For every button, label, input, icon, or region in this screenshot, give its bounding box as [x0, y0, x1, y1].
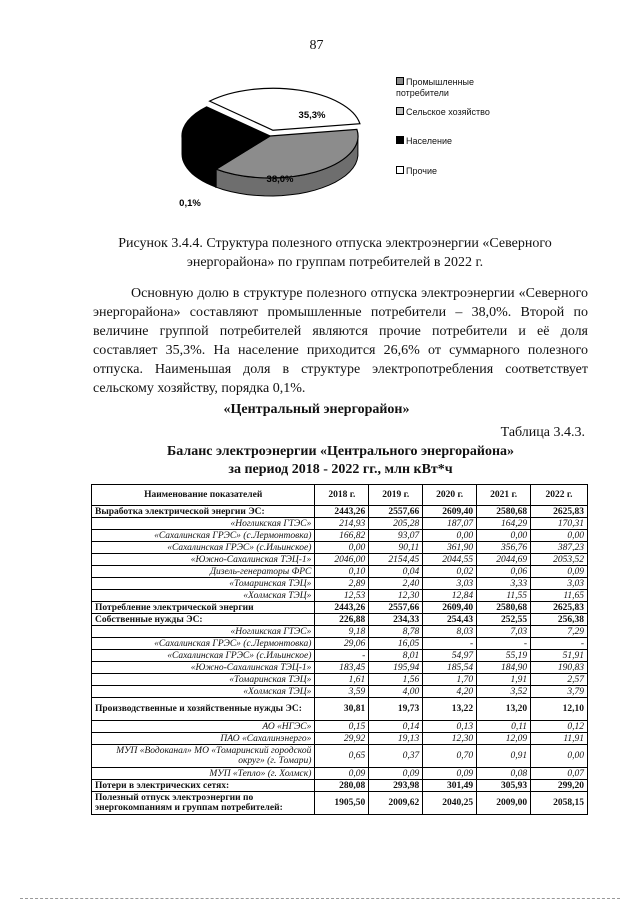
- row-label-cell: «Сахалинская ГРЭС» (с.Лермонтовка): [92, 530, 315, 542]
- value-cell: 299,20: [531, 780, 588, 792]
- row-label-cell: Собственные нужды ЭС:: [92, 614, 315, 626]
- table-row: [92, 566, 588, 578]
- value-cell: 11,55: [477, 590, 531, 602]
- row-label-cell: МУП «Водоканал» МО «Томаринский городской округ» (г. Томари): [92, 745, 315, 768]
- legend-item-industrial: [396, 77, 491, 99]
- value-cell: 187,07: [423, 518, 477, 530]
- row-label-cell: ПАО «Сахалинэнерго»: [92, 733, 315, 745]
- value-cell: 0,00: [315, 542, 369, 554]
- value-cell: 1,61: [315, 674, 369, 686]
- value-cell: 387,23: [531, 542, 588, 554]
- legend-swatch: [396, 77, 404, 85]
- row-label-cell: «Южно-Сахалинская ТЭЦ-1»: [92, 554, 315, 566]
- value-cell: 2609,40: [423, 602, 477, 614]
- value-cell: 301,49: [423, 780, 477, 792]
- value-cell: 2040,25: [423, 792, 477, 815]
- value-cell: 0,10: [315, 566, 369, 578]
- row-label-cell: Выработка электрической энергии ЭС:: [92, 506, 315, 518]
- value-cell: 0,37: [369, 745, 423, 768]
- table-number: Таблица 3.4.3.: [500, 425, 585, 440]
- table-row: [92, 698, 588, 721]
- value-cell: 2625,83: [531, 602, 588, 614]
- value-cell: 252,55: [477, 614, 531, 626]
- header-cell: 2022 г.: [531, 485, 588, 506]
- table-row: [92, 650, 588, 662]
- value-cell: 1,70: [423, 674, 477, 686]
- value-cell: 166,82: [315, 530, 369, 542]
- pie-data-label: 35,3%: [298, 110, 326, 121]
- row-label-cell: Производственные и хозяйственные нужды ЭС:: [92, 698, 315, 721]
- table-row: [92, 674, 588, 686]
- value-cell: 0,09: [315, 768, 369, 780]
- value-cell: 7,03: [477, 626, 531, 638]
- value-cell: 2044,69: [477, 554, 531, 566]
- table-row: [92, 733, 588, 745]
- pie-data-label: 26,6%: [194, 126, 222, 137]
- value-cell: 2154,45: [369, 554, 423, 566]
- row-label-cell: АО «НГЭС»: [92, 721, 315, 733]
- value-cell: 0,09: [369, 768, 423, 780]
- value-cell: 0,07: [531, 768, 588, 780]
- value-cell: 19,13: [369, 733, 423, 745]
- value-cell: -: [315, 650, 369, 662]
- value-cell: 4,00: [369, 686, 423, 698]
- table-row: [92, 721, 588, 733]
- value-cell: 3,79: [531, 686, 588, 698]
- row-label-cell: «Южно-Сахалинская ТЭЦ-1»: [92, 662, 315, 674]
- row-label-cell: «Холмская ТЭЦ»: [92, 590, 315, 602]
- value-cell: 0,06: [477, 566, 531, 578]
- value-cell: 256,38: [531, 614, 588, 626]
- value-cell: 2044,55: [423, 554, 477, 566]
- value-cell: 3,03: [423, 578, 477, 590]
- legend-item-other: [396, 166, 437, 177]
- value-cell: 0,12: [531, 721, 588, 733]
- value-cell: 29,92: [315, 733, 369, 745]
- value-cell: 0,14: [369, 721, 423, 733]
- value-cell: 8,01: [369, 650, 423, 662]
- value-cell: 170,31: [531, 518, 588, 530]
- value-cell: -: [477, 638, 531, 650]
- value-cell: 1,91: [477, 674, 531, 686]
- value-cell: 234,33: [369, 614, 423, 626]
- value-cell: 214,93: [315, 518, 369, 530]
- table-row: [92, 662, 588, 674]
- row-label-cell: «Холмская ТЭЦ»: [92, 686, 315, 698]
- table-header-row: [92, 485, 588, 506]
- value-cell: 183,45: [315, 662, 369, 674]
- value-cell: 11,91: [531, 733, 588, 745]
- table-row: [92, 768, 588, 780]
- value-cell: -: [531, 638, 588, 650]
- table-row: [92, 518, 588, 530]
- value-cell: 356,76: [477, 542, 531, 554]
- header-cell: 2021 г.: [477, 485, 531, 506]
- value-cell: 12,10: [531, 698, 588, 721]
- value-cell: 2443,26: [315, 602, 369, 614]
- figure-caption: Рисунок 3.4.4. Структура полезного отпуска электроэнергии «Северного энергорайона» по группам потребителей в 2022 г.: [118, 236, 552, 270]
- value-cell: 9,18: [315, 626, 369, 638]
- header-cell: 2020 г.: [423, 485, 477, 506]
- value-cell: 361,90: [423, 542, 477, 554]
- table-row: [92, 638, 588, 650]
- legend-label: Прочие: [406, 166, 438, 176]
- legend-swatch: [396, 166, 404, 174]
- value-cell: 184,90: [477, 662, 531, 674]
- table-row: [92, 542, 588, 554]
- row-label-cell: «Сахалинская ГРЭС» (с.Ильинское): [92, 650, 315, 662]
- value-cell: 2580,68: [477, 506, 531, 518]
- value-cell: 2009,62: [369, 792, 423, 815]
- value-cell: 2580,68: [477, 602, 531, 614]
- value-cell: 2,40: [369, 578, 423, 590]
- value-cell: 29,06: [315, 638, 369, 650]
- value-cell: 0,11: [477, 721, 531, 733]
- table-row: [92, 686, 588, 698]
- value-cell: 12,30: [369, 590, 423, 602]
- row-label-cell: МУП «Тепло» (г. Холмск): [92, 768, 315, 780]
- table-row: [92, 506, 588, 518]
- header-cell: Наименование показателей: [92, 485, 315, 506]
- row-label-cell: Потребление электрической энергии: [92, 602, 315, 614]
- value-cell: 16,05: [369, 638, 423, 650]
- value-cell: 0,00: [477, 530, 531, 542]
- table-row: [92, 792, 588, 815]
- table-row: [92, 530, 588, 542]
- value-cell: 3,33: [477, 578, 531, 590]
- header-cell: 2019 г.: [369, 485, 423, 506]
- table-row: [92, 602, 588, 614]
- value-cell: 205,28: [369, 518, 423, 530]
- value-cell: 1,56: [369, 674, 423, 686]
- value-cell: 195,94: [369, 662, 423, 674]
- value-cell: 254,43: [423, 614, 477, 626]
- value-cell: 19,73: [369, 698, 423, 721]
- pie-data-label: 0,1%: [179, 198, 201, 209]
- balance-table: [91, 484, 588, 815]
- value-cell: -: [423, 638, 477, 650]
- value-cell: 185,54: [423, 662, 477, 674]
- value-cell: 0,09: [531, 566, 588, 578]
- pie-data-label: 38,0%: [266, 174, 294, 185]
- table-row: [92, 614, 588, 626]
- value-cell: 280,08: [315, 780, 369, 792]
- row-label-cell: «Ногликская ГТЭС»: [92, 518, 315, 530]
- value-cell: 0,02: [423, 566, 477, 578]
- value-cell: 164,29: [477, 518, 531, 530]
- table-row: [92, 745, 588, 768]
- value-cell: 2625,83: [531, 506, 588, 518]
- value-cell: 2,57: [531, 674, 588, 686]
- value-cell: 0,13: [423, 721, 477, 733]
- value-cell: 2053,52: [531, 554, 588, 566]
- value-cell: 226,88: [315, 614, 369, 626]
- value-cell: 55,19: [477, 650, 531, 662]
- section-heading: «Центральный энергорайон»: [223, 402, 410, 417]
- page-number: 87: [309, 38, 324, 53]
- row-label-cell: «Сахалинская ГРЭС» (с.Ильинское): [92, 542, 315, 554]
- value-cell: 0,00: [531, 745, 588, 768]
- value-cell: 12,30: [423, 733, 477, 745]
- value-cell: 12,09: [477, 733, 531, 745]
- value-cell: 0,04: [369, 566, 423, 578]
- table-row: [92, 626, 588, 638]
- row-label-cell: Полезный отпуск электроэнергии по энергокомпаниям и группам потребителей:: [92, 792, 315, 815]
- row-label-cell: «Томаринская ТЭЦ»: [92, 578, 315, 590]
- value-cell: 13,22: [423, 698, 477, 721]
- table-title: [93, 443, 588, 479]
- row-label-cell: «Ногликская ГТЭС»: [92, 626, 315, 638]
- table-title-line1: Баланс электроэнергии «Центрального энергорайона»: [166, 444, 515, 459]
- value-cell: 0,00: [423, 530, 477, 542]
- row-label-cell: «Сахалинская ГРЭС» (с.Лермонтовка): [92, 638, 315, 650]
- value-cell: 0,70: [423, 745, 477, 768]
- value-cell: 12,84: [423, 590, 477, 602]
- table-row: [92, 590, 588, 602]
- row-label-cell: Дизель-генераторы ФРС: [92, 566, 315, 578]
- footer-divider: [20, 898, 620, 899]
- table-title-line2: за период 2018 - 2022 гг., млн кВт*ч: [228, 462, 453, 477]
- row-label-cell: Потери в электрических сетях:: [92, 780, 315, 792]
- value-cell: 2609,40: [423, 506, 477, 518]
- legend-swatch: [396, 107, 404, 115]
- value-cell: 90,11: [369, 542, 423, 554]
- value-cell: 11,65: [531, 590, 588, 602]
- value-cell: 3,59: [315, 686, 369, 698]
- value-cell: 93,07: [369, 530, 423, 542]
- value-cell: 13,20: [477, 698, 531, 721]
- value-cell: 3,52: [477, 686, 531, 698]
- value-cell: 2557,66: [369, 602, 423, 614]
- table-row: [92, 578, 588, 590]
- value-cell: 305,93: [477, 780, 531, 792]
- value-cell: 2058,15: [531, 792, 588, 815]
- value-cell: 0,65: [315, 745, 369, 768]
- value-cell: 0,09: [423, 768, 477, 780]
- value-cell: 3,03: [531, 578, 588, 590]
- value-cell: 2046,00: [315, 554, 369, 566]
- value-cell: 12,53: [315, 590, 369, 602]
- body-paragraph: Основную долю в структуре полезного отпуска электроэнергии «Северного энергорайона» составляют промышленные потребители – 38,0%. Второй по величине группой потребителей являются прочие потребители и её доля составляет 35,3%. На население приходится 26,6% от суммарного полезного отпуска. Наименьшая доля в структуре электропотребления соответствует сельскому хозяйству, порядка 0,1%.: [93, 286, 588, 396]
- legend-swatch: [396, 136, 404, 144]
- value-cell: 0,08: [477, 768, 531, 780]
- value-cell: 4,20: [423, 686, 477, 698]
- value-cell: 293,98: [369, 780, 423, 792]
- value-cell: 2557,66: [369, 506, 423, 518]
- value-cell: 8,03: [423, 626, 477, 638]
- value-cell: 2443,26: [315, 506, 369, 518]
- legend-label: Сельское хозяйство: [406, 107, 490, 117]
- value-cell: 190,83: [531, 662, 588, 674]
- pie-chart: [170, 78, 390, 213]
- legend-label: Население: [406, 136, 452, 146]
- legend-item-population: [396, 136, 452, 147]
- value-cell: 0,91: [477, 745, 531, 768]
- header-cell: 2018 г.: [315, 485, 369, 506]
- value-cell: 54,97: [423, 650, 477, 662]
- legend-item-agriculture: [396, 107, 490, 118]
- value-cell: 7,29: [531, 626, 588, 638]
- value-cell: 2,89: [315, 578, 369, 590]
- table-row: [92, 780, 588, 792]
- row-label-cell: «Томаринская ТЭЦ»: [92, 674, 315, 686]
- table-row: [92, 554, 588, 566]
- value-cell: 2009,00: [477, 792, 531, 815]
- value-cell: 1905,50: [315, 792, 369, 815]
- value-cell: 0,15: [315, 721, 369, 733]
- legend-label: Промышленные потребители: [396, 77, 475, 98]
- value-cell: 51,91: [531, 650, 588, 662]
- value-cell: 8,78: [369, 626, 423, 638]
- value-cell: 30,81: [315, 698, 369, 721]
- value-cell: 0,00: [531, 530, 588, 542]
